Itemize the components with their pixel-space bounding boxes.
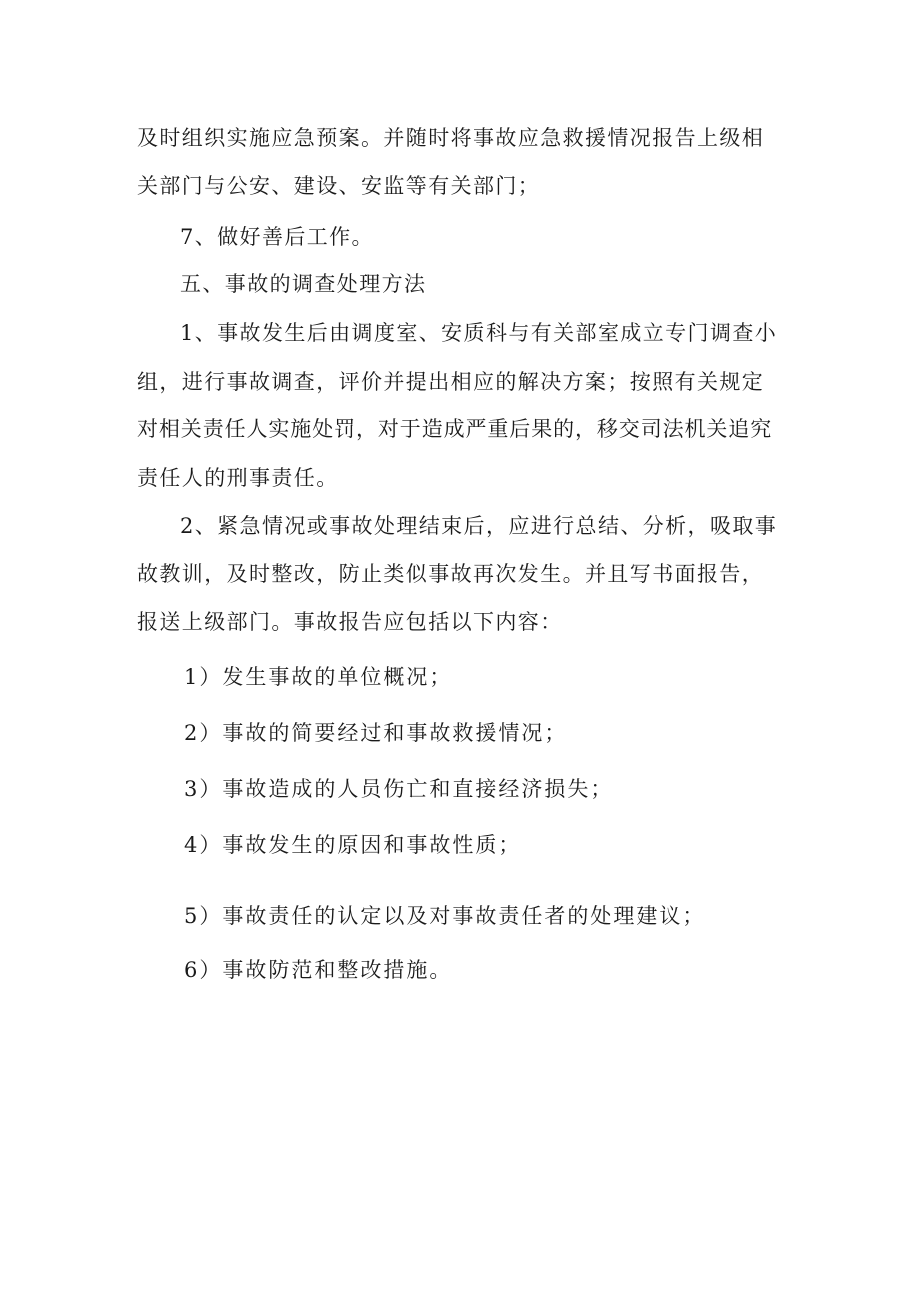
list-item: 2）事故的简要经过和事故救援情况； <box>184 721 568 745</box>
list-item: 3）事故造成的人员伤亡和直接经济损失； <box>184 777 614 801</box>
list-item: 6）事故防范和整改措施。 <box>184 958 453 982</box>
paragraph-line: 报送上级部门。事故报告应包括以下内容： <box>137 610 563 634</box>
list-item: 5）事故责任的认定以及对事故责任者的处理建议； <box>184 904 706 928</box>
paragraph-line: 对相关责任人实施处罚，对于造成严重后果的，移交司法机关追究 <box>137 417 773 441</box>
paragraph-line: 责任人的刑事责任。 <box>137 466 339 490</box>
paragraph-line: 及时组织实施应急预案。并随时将事故应急救援情况报告上级相 <box>137 126 765 150</box>
list-item: 1）发生事故的单位概况； <box>184 665 453 689</box>
section-heading: 五、事故的调查处理方法 <box>180 272 427 296</box>
paragraph-line: 故教训，及时整改，防止类似事故再次发生。并且写书面报告， <box>137 562 765 586</box>
paragraph-line: 组，进行事故调查，评价并提出相应的解决方案；按照有关规定 <box>137 370 765 394</box>
list-item: 7、做好善后工作。 <box>180 225 374 249</box>
paragraph-line: 关部门与公安、建设、安监等有关部门； <box>137 174 541 198</box>
paragraph-line: 1、事故发生后由调度室、安质科与有关部室成立专门调查小 <box>180 321 778 345</box>
paragraph-line: 2、紧急情况或事故处理结束后，应进行总结、分析，吸取事 <box>180 514 778 538</box>
list-item: 4）事故发生的原因和事故性质； <box>184 833 522 857</box>
